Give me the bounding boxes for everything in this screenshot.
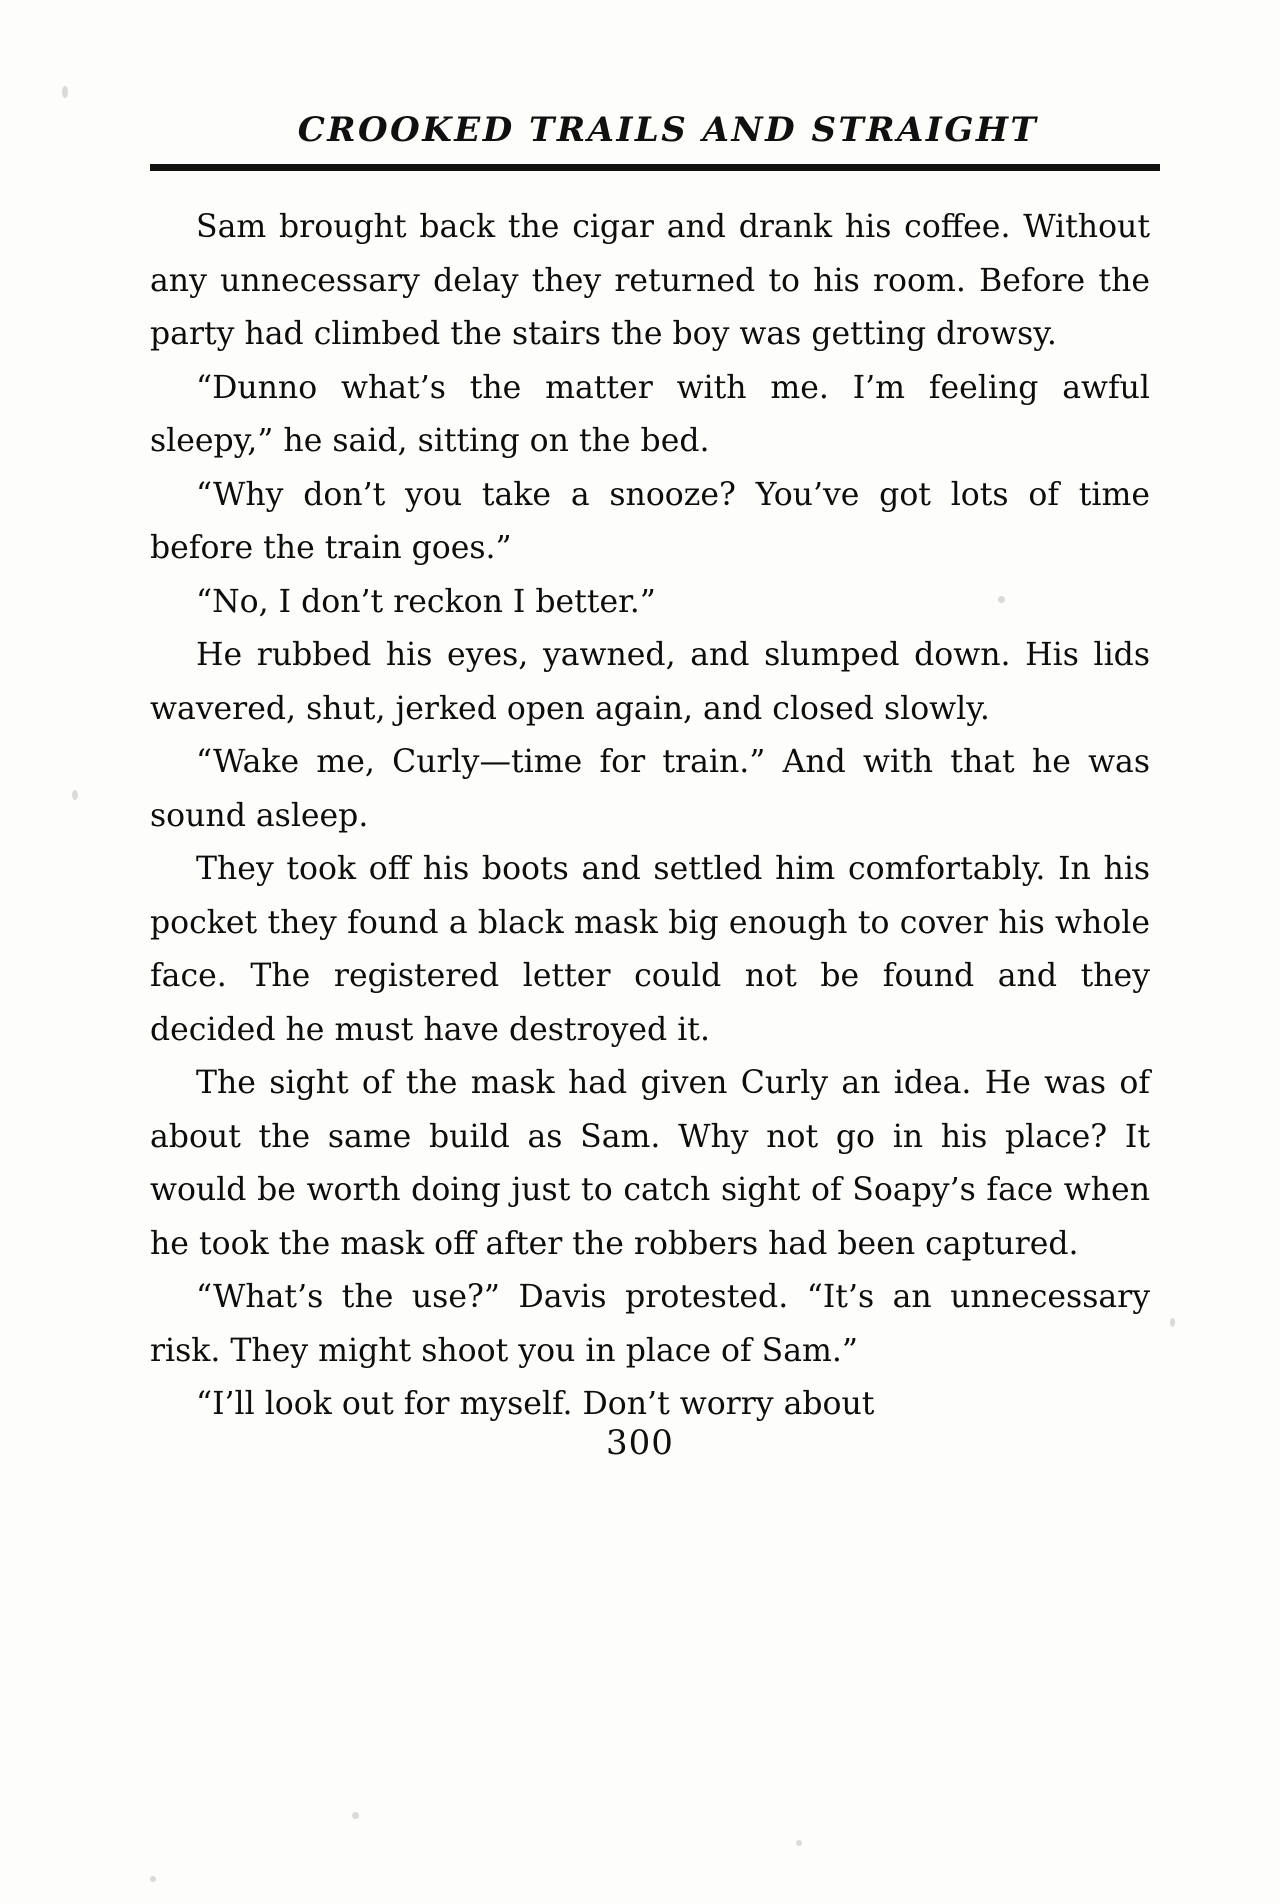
scan-speck [1170,1318,1175,1327]
header-rule [150,164,1160,171]
page-content [150,110,1160,1432]
paragraph: They took off his boots and settled him comfortably. In his pocket they found a black mask big enough to cover his whole face. The registered letter could not be found and they decided he must have destroyed it. [150,851,1150,1048]
body-text [150,201,1150,1432]
paragraph: The sight of the mask had given Curly an idea. He was of about the same build as Sam. Why not go in his place? It would be worth doing just to catch sight of Soapy’s face when he took the mask off after the robbers had been captured. [150,1065,1150,1262]
paragraph: “Dunno what’s the matter with me. I’m feeling awful sleepy,” he said, sitting on the bed. [150,369,1150,459]
scan-speck [150,1876,156,1882]
paragraph: “Why don’t you take a snooze? You’ve got lots of time before the train goes.” [150,476,1150,566]
running-head: CROOKED TRAILS AND STRAIGHT [297,110,1039,150]
paragraph: “I’ll look out for myself. Don’t worry about [196,1386,875,1422]
scan-speck [62,86,68,98]
page-number: 300 [606,1423,674,1463]
paragraph: “Wake me, Curly—time for train.” And with that he was sound asleep. [150,744,1150,834]
paragraph: He rubbed his eyes, yawned, and slumped down. His lids wavered, shut, jerked open again, and closed slowly. [150,637,1150,727]
scan-speck [796,1840,802,1846]
paragraph: “What’s the use?” Davis protested. “It’s an unnecessary risk. They might shoot you in place of Sam.” [150,1279,1150,1369]
scan-speck [352,1812,359,1819]
scan-speck [72,790,78,800]
paragraph: Sam brought back the cigar and drank his coffee. Without any unnecessary delay they returned to his room. Before the party had climbed the stairs the boy was getting drowsy. [150,209,1150,352]
paragraph: “No, I don’t reckon I better.” [196,583,656,620]
